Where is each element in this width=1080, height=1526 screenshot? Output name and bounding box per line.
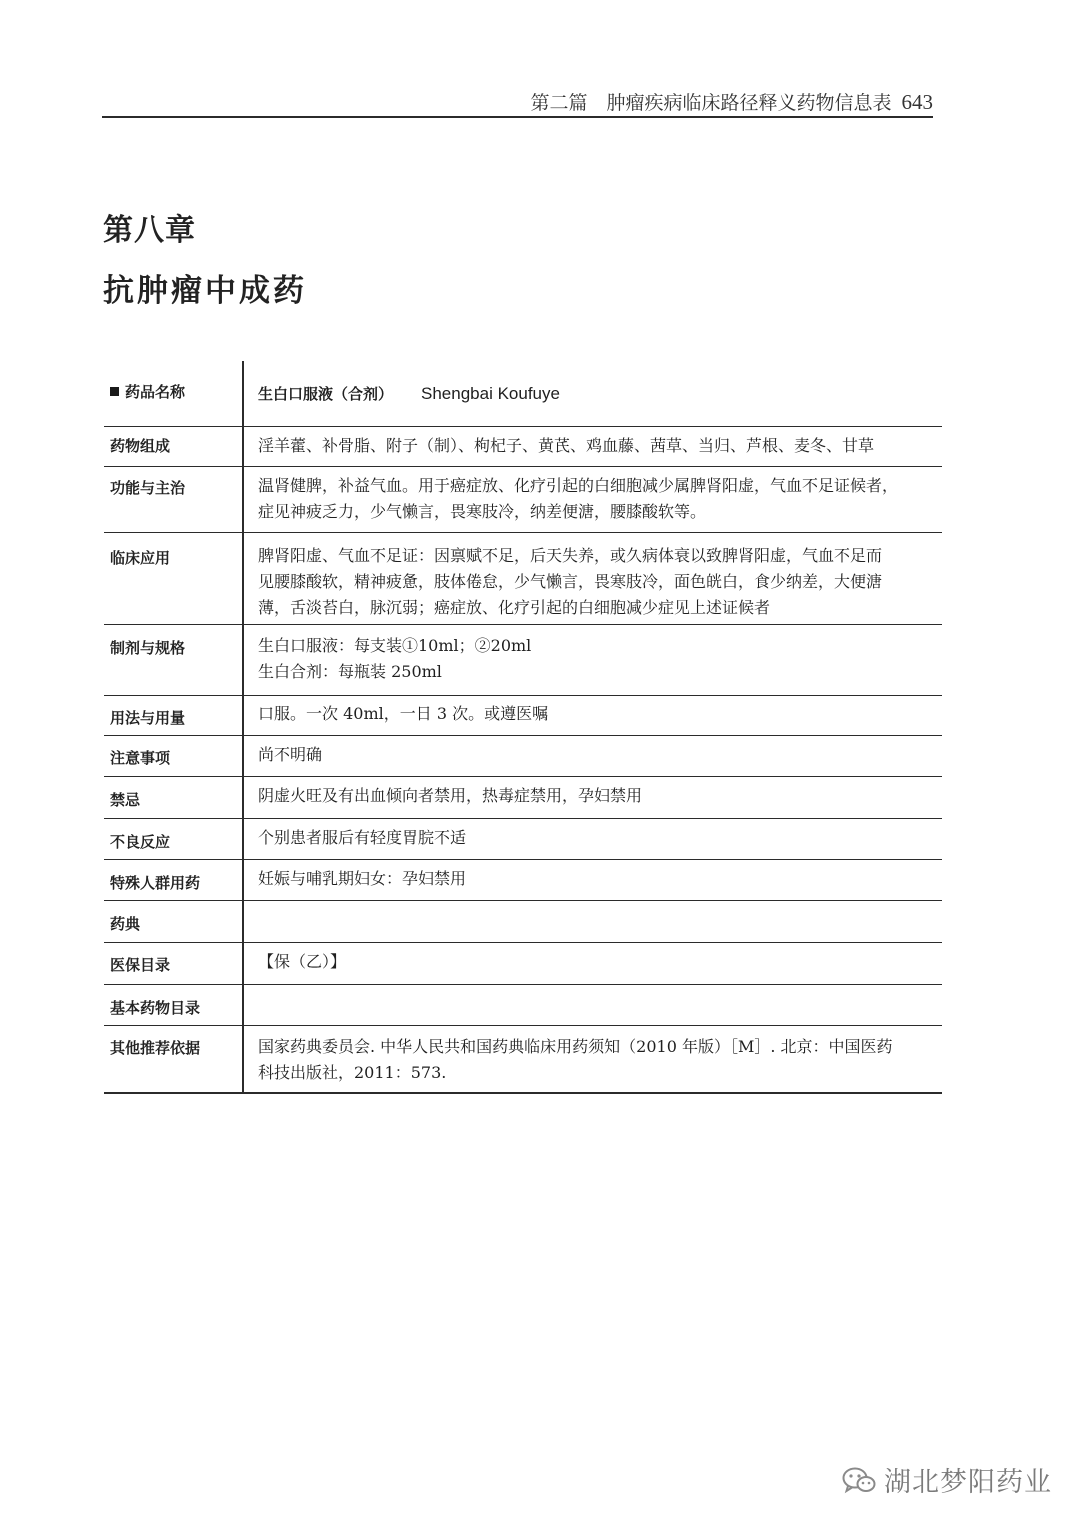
table-row [104, 1026, 942, 1092]
row-value: 个别患者服后有轻度胃脘不适 [258, 828, 467, 847]
row-label: 不良反应 [110, 833, 171, 851]
row-value: 尚不明确 [258, 745, 323, 764]
table-row [104, 777, 942, 819]
row-value: 妊娠与哺乳期妇女：孕妇禁用 [258, 869, 467, 888]
chapter-title: 抗肿瘤中成药 [103, 273, 307, 309]
row-value: 国家药典委员会. 中华人民共和国药典临床用药须知（2010 年版）［M］. 北京：中国医药 科技出版社，2011：573. [258, 1037, 893, 1082]
table-row-drug-name [104, 361, 942, 427]
row-label: 注意事项 [110, 749, 171, 767]
table-row [104, 625, 942, 696]
row-label: 药典 [110, 915, 141, 933]
row-label: 用法与用量 [110, 709, 186, 727]
table-row [104, 985, 942, 1026]
table-row [104, 901, 942, 943]
row-value: 口服。一次 40ml，一日 3 次。或遵医嘱 [258, 704, 549, 723]
table-row [104, 427, 942, 467]
row-value: 生白口服液：每支装①10ml；②20ml 生白合剂：每瓶装 250ml [258, 636, 532, 681]
row-value: 脾肾阳虚、气血不足证：因禀赋不足，后天失养，或久病体衰以致脾肾阳虚，气血不足而 见腰膝酸软，精神疲惫，肢体倦怠，少气懒言，畏寒肢冷，面色㿠白，食少纳差，大便溏 薄，舌淡苔白，脉沉弱；癌症放、化疗引起的白细胞减少症见上述证候者 [258, 546, 883, 617]
drug-info-table [104, 361, 942, 1094]
row-label: 禁忌 [110, 791, 141, 809]
row-value: 【保（乙）】 [258, 952, 347, 971]
running-header [102, 86, 933, 118]
row-value: 阴虚火旺及有出血倾向者禁用，热毒症禁用，孕妇禁用 [258, 786, 643, 805]
page-number: 643 [901, 90, 933, 114]
row-label: 医保目录 [110, 956, 171, 974]
row-label: 功能与主治 [110, 479, 186, 497]
row-label: 基本药物目录 [110, 999, 201, 1017]
row-label: 药物组成 [110, 437, 171, 455]
row-label: 临床应用 [110, 549, 171, 567]
table-row [104, 533, 942, 625]
table-row [104, 696, 942, 736]
watermark-text: 湖北梦阳药业 [884, 1467, 1052, 1498]
running-header-text: 第二篇 肿瘤疾病临床路径释义药物信息表 [530, 92, 892, 114]
row-value: 淫羊藿、补骨脂、附子（制）、枸杞子、黄芪、鸡血藤、茜草、当归、芦根、麦冬、甘草 [258, 436, 875, 455]
table-row [104, 860, 942, 901]
table-row [104, 736, 942, 777]
drug-name-en: Shengbai Koufuye [421, 384, 560, 403]
row-value [243, 901, 942, 942]
chapter-label: 第八章 [103, 213, 196, 248]
row-label: 其他推荐依据 [110, 1039, 201, 1057]
row-label: 药品名称 [104, 361, 243, 426]
row-label: 特殊人群用药 [110, 874, 201, 892]
row-value [243, 361, 942, 426]
bullet-icon [110, 387, 119, 396]
table-row [104, 943, 942, 985]
wechat-icon [842, 1467, 876, 1495]
drug-name-cn: 生白口服液（合剂） [258, 385, 394, 403]
row-value [243, 985, 942, 1025]
watermark [842, 1460, 1052, 1499]
table-row [104, 819, 942, 860]
row-value: 温肾健脾，补益气血。用于癌症放、化疗引起的白细胞减少属脾肾阳虚，气血不足证候者， 症见神疲乏力，少气懒言，畏寒肢冷，纳差便溏，腰膝酸软等。 [258, 476, 899, 521]
row-label: 制剂与规格 [110, 639, 186, 657]
table-row [104, 467, 942, 533]
